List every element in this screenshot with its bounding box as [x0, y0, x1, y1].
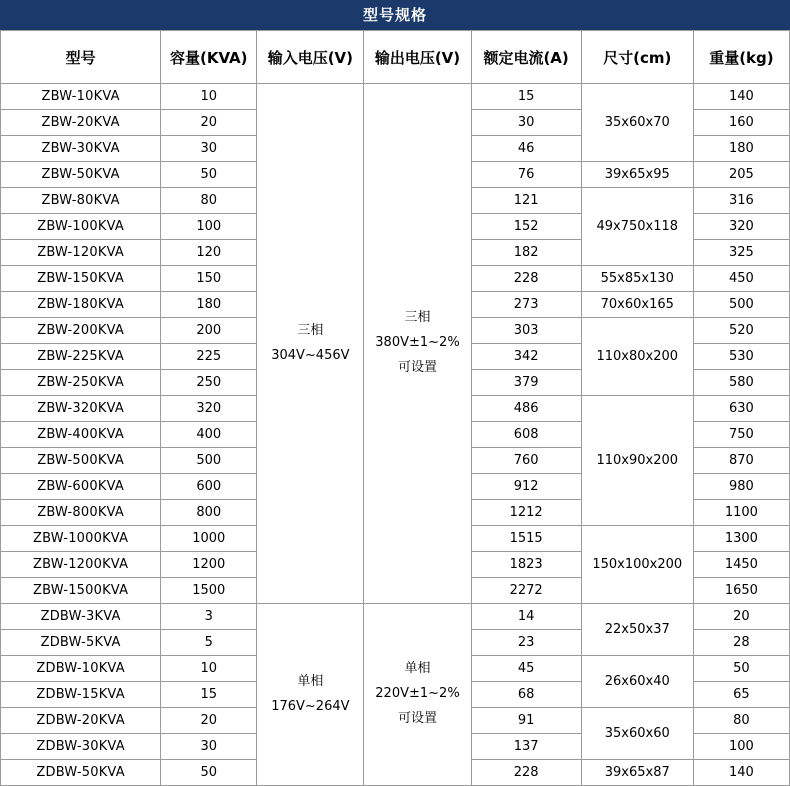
- cell-model: ZBW-30KVA: [1, 136, 161, 162]
- table-header: [1, 31, 790, 84]
- cell-model: ZBW-180KVA: [1, 292, 161, 318]
- page-title: 型号规格: [0, 0, 790, 30]
- cell-rated-current: 760: [471, 448, 581, 474]
- cell-weight: 205: [693, 162, 789, 188]
- cell-capacity: 800: [161, 500, 257, 526]
- cell-weight: 320: [693, 214, 789, 240]
- cell-input-voltage: 单相 176V~264V: [257, 604, 364, 786]
- cell-model: ZBW-120KVA: [1, 240, 161, 266]
- cell-model: ZDBW-20KVA: [1, 708, 161, 734]
- cell-capacity: 10: [161, 84, 257, 110]
- table-row: [1, 84, 790, 110]
- cell-rated-current: 30: [471, 110, 581, 136]
- cell-model: ZBW-320KVA: [1, 396, 161, 422]
- cell-rated-current: 46: [471, 136, 581, 162]
- cell-capacity: 1500: [161, 578, 257, 604]
- cell-weight: 520: [693, 318, 789, 344]
- cell-rated-current: 23: [471, 630, 581, 656]
- cell-dimensions: 110x90x200: [581, 396, 693, 526]
- cell-input-voltage: 三相 304V~456V: [257, 84, 364, 604]
- cell-weight: 580: [693, 370, 789, 396]
- cell-rated-current: 152: [471, 214, 581, 240]
- cell-model: ZBW-250KVA: [1, 370, 161, 396]
- cell-model: ZBW-500KVA: [1, 448, 161, 474]
- cell-capacity: 5: [161, 630, 257, 656]
- cell-rated-current: 608: [471, 422, 581, 448]
- cell-dimensions: 150x100x200: [581, 526, 693, 604]
- cell-rated-current: 228: [471, 760, 581, 786]
- cell-weight: 450: [693, 266, 789, 292]
- cell-output-voltage: 单相 220V±1~2% 可设置: [364, 604, 471, 786]
- cell-weight: 160: [693, 110, 789, 136]
- cell-model: ZBW-100KVA: [1, 214, 161, 240]
- cell-dimensions: 35x60x60: [581, 708, 693, 760]
- cell-dimensions: 35x60x70: [581, 84, 693, 162]
- cell-rated-current: 1212: [471, 500, 581, 526]
- cell-dimensions: 49x750x118: [581, 188, 693, 266]
- cell-capacity: 80: [161, 188, 257, 214]
- cell-weight: 100: [693, 734, 789, 760]
- cell-weight: 20: [693, 604, 789, 630]
- cell-dimensions: 22x50x37: [581, 604, 693, 656]
- cell-weight: 870: [693, 448, 789, 474]
- cell-model: ZBW-10KVA: [1, 84, 161, 110]
- cell-capacity: 30: [161, 136, 257, 162]
- column-header-weight: 重量(kg): [693, 31, 789, 84]
- cell-rated-current: 1515: [471, 526, 581, 552]
- cell-capacity: 200: [161, 318, 257, 344]
- cell-weight: 140: [693, 84, 789, 110]
- cell-dimensions: 70x60x165: [581, 292, 693, 318]
- cell-capacity: 1200: [161, 552, 257, 578]
- cell-weight: 1650: [693, 578, 789, 604]
- cell-model: ZDBW-10KVA: [1, 656, 161, 682]
- cell-capacity: 1000: [161, 526, 257, 552]
- cell-rated-current: 137: [471, 734, 581, 760]
- cell-weight: 316: [693, 188, 789, 214]
- specification-table: [0, 30, 790, 786]
- cell-model: ZBW-1200KVA: [1, 552, 161, 578]
- cell-weight: 630: [693, 396, 789, 422]
- cell-weight: 65: [693, 682, 789, 708]
- cell-model: ZDBW-3KVA: [1, 604, 161, 630]
- cell-capacity: 180: [161, 292, 257, 318]
- cell-weight: 28: [693, 630, 789, 656]
- cell-capacity: 30: [161, 734, 257, 760]
- cell-capacity: 10: [161, 656, 257, 682]
- cell-model: ZBW-225KVA: [1, 344, 161, 370]
- cell-rated-current: 228: [471, 266, 581, 292]
- cell-rated-current: 273: [471, 292, 581, 318]
- cell-dimensions: 39x65x87: [581, 760, 693, 786]
- cell-rated-current: 1823: [471, 552, 581, 578]
- cell-rated-current: 182: [471, 240, 581, 266]
- cell-dimensions: 26x60x40: [581, 656, 693, 708]
- cell-dimensions: 39x65x95: [581, 162, 693, 188]
- cell-capacity: 3: [161, 604, 257, 630]
- cell-rated-current: 303: [471, 318, 581, 344]
- cell-rated-current: 14: [471, 604, 581, 630]
- column-header-model: 型号: [1, 31, 161, 84]
- cell-weight: 1100: [693, 500, 789, 526]
- cell-rated-current: 45: [471, 656, 581, 682]
- cell-rated-current: 76: [471, 162, 581, 188]
- cell-weight: 500: [693, 292, 789, 318]
- cell-rated-current: 342: [471, 344, 581, 370]
- cell-weight: 1300: [693, 526, 789, 552]
- table-row: [1, 604, 790, 630]
- cell-model: ZBW-150KVA: [1, 266, 161, 292]
- cell-weight: 750: [693, 422, 789, 448]
- cell-model: ZBW-20KVA: [1, 110, 161, 136]
- cell-capacity: 20: [161, 110, 257, 136]
- column-header-rated-current: 额定电流(A): [471, 31, 581, 84]
- cell-capacity: 500: [161, 448, 257, 474]
- cell-weight: 80: [693, 708, 789, 734]
- cell-model: ZBW-200KVA: [1, 318, 161, 344]
- cell-weight: 140: [693, 760, 789, 786]
- table-body: [1, 84, 790, 786]
- cell-rated-current: 2272: [471, 578, 581, 604]
- column-header-dimensions: 尺寸(cm): [581, 31, 693, 84]
- cell-weight: 1450: [693, 552, 789, 578]
- cell-capacity: 15: [161, 682, 257, 708]
- cell-weight: 50: [693, 656, 789, 682]
- cell-model: ZDBW-15KVA: [1, 682, 161, 708]
- cell-rated-current: 91: [471, 708, 581, 734]
- cell-model: ZDBW-50KVA: [1, 760, 161, 786]
- cell-capacity: 20: [161, 708, 257, 734]
- cell-model: ZBW-800KVA: [1, 500, 161, 526]
- cell-rated-current: 912: [471, 474, 581, 500]
- cell-capacity: 600: [161, 474, 257, 500]
- cell-weight: 980: [693, 474, 789, 500]
- column-header-capacity: 容量(KVA): [161, 31, 257, 84]
- cell-rated-current: 379: [471, 370, 581, 396]
- cell-model: ZDBW-30KVA: [1, 734, 161, 760]
- cell-model: ZDBW-5KVA: [1, 630, 161, 656]
- header-row: [1, 31, 790, 84]
- cell-capacity: 50: [161, 760, 257, 786]
- cell-rated-current: 486: [471, 396, 581, 422]
- cell-weight: 530: [693, 344, 789, 370]
- column-header-output-voltage: 输出电压(V): [364, 31, 471, 84]
- column-header-input-voltage: 输入电压(V): [257, 31, 364, 84]
- cell-model: ZBW-1000KVA: [1, 526, 161, 552]
- cell-capacity: 120: [161, 240, 257, 266]
- cell-rated-current: 68: [471, 682, 581, 708]
- cell-capacity: 225: [161, 344, 257, 370]
- cell-weight: 325: [693, 240, 789, 266]
- cell-capacity: 400: [161, 422, 257, 448]
- cell-model: ZBW-80KVA: [1, 188, 161, 214]
- cell-capacity: 50: [161, 162, 257, 188]
- cell-capacity: 100: [161, 214, 257, 240]
- cell-output-voltage: 三相 380V±1~2% 可设置: [364, 84, 471, 604]
- cell-capacity: 150: [161, 266, 257, 292]
- cell-model: ZBW-50KVA: [1, 162, 161, 188]
- cell-weight: 180: [693, 136, 789, 162]
- cell-model: ZBW-600KVA: [1, 474, 161, 500]
- cell-dimensions: 110x80x200: [581, 318, 693, 396]
- cell-dimensions: 55x85x130: [581, 266, 693, 292]
- cell-rated-current: 15: [471, 84, 581, 110]
- cell-rated-current: 121: [471, 188, 581, 214]
- cell-model: ZBW-1500KVA: [1, 578, 161, 604]
- cell-capacity: 320: [161, 396, 257, 422]
- cell-model: ZBW-400KVA: [1, 422, 161, 448]
- cell-capacity: 250: [161, 370, 257, 396]
